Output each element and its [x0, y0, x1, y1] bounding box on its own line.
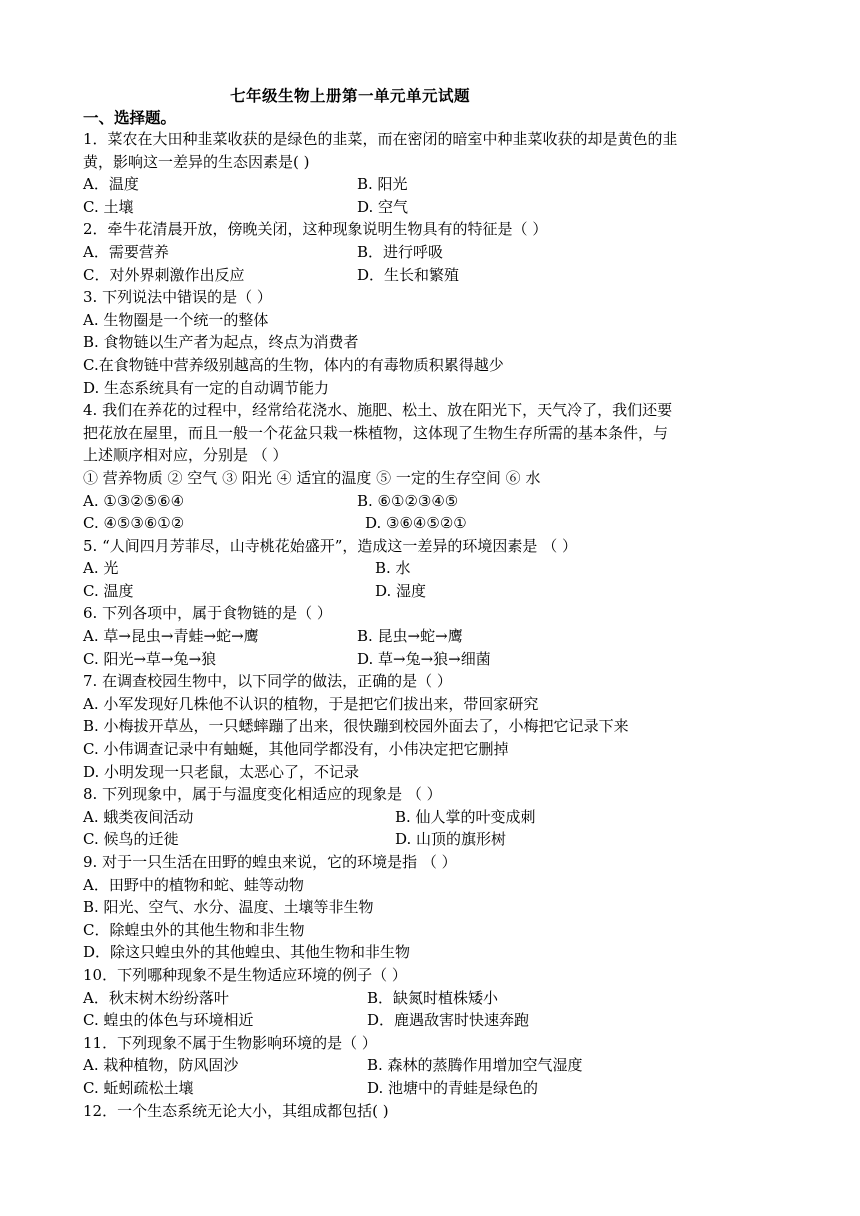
page-title: 七年级生物上册第一单元单元试题 [229, 87, 470, 105]
q9-option-b: B. 阳光、空气、水分、温度、土壤等非生物 [83, 898, 374, 917]
q9-option-a: A．田野中的植物和蛇、蛙等动物 [83, 875, 304, 894]
q2-option-b: B．进行呼吸 [357, 242, 444, 261]
q10-option-c: C. 蝗虫的体色与环境相近 [83, 1011, 254, 1030]
q9-stem: 9. 对于一只生活在田野的蝗虫来说，它的环境是指 （ ） [83, 853, 457, 871]
section-heading: 一、选择题。 [83, 109, 177, 127]
q1-option-a: A．温度 [83, 175, 139, 194]
q9-option-c: C．除蝗虫外的其他生物和非生物 [83, 920, 305, 939]
q7-stem: 7. 在调查校园生物中，以下同学的做法，正确的是（ ） [83, 672, 452, 691]
question-list [83, 128, 783, 1122]
q10-options-row2 [83, 1009, 783, 1032]
q7-option-c: C. 小伟调查记录中有蚰蜒，其他同学都没有，小伟决定把它删掉 [83, 740, 509, 759]
q1-option-b: B. 阳光 [357, 175, 408, 194]
q2-option-c: C．对外界刺激作出反应 [83, 265, 245, 284]
q7-option-d: D. 小明发现一只老鼠，太恶心了，不记录 [83, 762, 360, 781]
q11-option-d: D. 池塘中的青蛙是绿色的 [367, 1078, 539, 1097]
q11-option-b: B. 森林的蒸腾作用增加空气湿度 [367, 1056, 583, 1075]
q8-option-d: D. 山顶的旗形树 [395, 830, 507, 849]
q6-option-a: A. 草→昆虫→青蛙→蛇→鹰 [83, 627, 259, 646]
q6-stem: 6. 下列各项中，属于食物链的是（ ） [83, 604, 332, 623]
q5-option-c: C. 温度 [83, 581, 134, 600]
q3-option-d: D. 生态系统具有一定的自动调节能力 [83, 378, 330, 397]
q6-option-d: D. 草→兔→狼→细菌 [357, 649, 491, 668]
q3-option-b: B. 食物链以生产者为起点，终点为消费者 [83, 333, 359, 352]
q3-stem: 3. 下列说法中错误的是（ ） [83, 288, 272, 307]
q6-options-row2 [83, 648, 783, 671]
q8-options-row1 [83, 806, 783, 829]
q8-options-row2 [83, 828, 783, 851]
q5-stem: 5. “人间四月芳菲尽，山寺桃花始盛开”，造成这一差异的环境因素是 （ ） [83, 536, 577, 555]
q9-option-d: D．除这只蝗虫外的其他蝗虫、其他生物和非生物 [83, 943, 411, 962]
q2-stem: 2．牵牛花清晨开放，傍晚关闭，这种现象说明生物具有的特征是（ ） [83, 220, 548, 239]
q1-stem-line1: 1．菜农在大田种韭菜收获的是绿色的韭菜，而在密闭的暗室中种韭菜收获的却是黄色的韭 [83, 130, 678, 148]
q11-options-row1 [83, 1054, 783, 1077]
q12-stem: 12．一个生态系统无论大小，其组成都包括( ) [83, 1101, 389, 1120]
q11-option-c: C. 蚯蚓疏松土壤 [83, 1078, 194, 1097]
q6-option-b: B. 昆虫→蛇→鹰 [357, 627, 463, 646]
q1-option-c: C. 土壤 [83, 197, 134, 216]
q4-stem-line3: 上述顺序相对应，分别是 （ ） [83, 446, 288, 465]
q11-option-a: A. 栽种植物，防风固沙 [83, 1056, 239, 1075]
q5-option-b: B. 水 [375, 559, 411, 578]
q7-option-a: A. 小军发现好几株他不认识的植物，于是把它们拔出来，带回家研究 [83, 694, 539, 713]
q1-options-row1 [83, 173, 783, 196]
q4-option-d: D. ③⑥④⑤②① [365, 514, 467, 533]
q1-options-row2 [83, 196, 783, 219]
q10-stem: 10．下列哪种现象不是生物适应环境的例子（ ） [83, 965, 407, 984]
q10-option-b: B．缺氮时植株矮小 [367, 988, 499, 1007]
q3-option-c: C.在食物链中营养级别越高的生物，体内的有毒物质积累得越少 [83, 355, 504, 374]
q5-options-row1 [83, 557, 783, 580]
q2-option-d: D．生长和繁殖 [357, 265, 460, 284]
q4-option-a: A. ①③②⑤⑥④ [83, 491, 185, 510]
q6-options-row1 [83, 625, 783, 648]
q4-options-row1 [83, 490, 783, 513]
q8-option-c: C. 候鸟的迁徙 [83, 830, 179, 849]
q8-option-b: B. 仙人掌的叶变成刺 [395, 807, 536, 826]
q4-option-b: B. ⑥①②③④⑤ [357, 491, 459, 510]
q5-option-d: D. 湿度 [375, 581, 427, 600]
q3-option-a: A. 生物圈是一个统一的整体 [83, 310, 269, 329]
q10-options-row1 [83, 987, 783, 1010]
q4-items: ① 营养物质 ② 空气 ③ 阳光 ④ 适宜的温度 ⑤ 一定的生存空间 ⑥ 水 [83, 468, 541, 487]
q8-stem: 8. 下列现象中，属于与温度变化相适应的现象是 （ ） [83, 785, 442, 804]
q8-option-a: A. 蛾类夜间活动 [83, 807, 194, 826]
q11-options-row2 [83, 1077, 783, 1100]
q7-option-b: B. 小梅拔开草丛，一只蟋蟀蹦了出来，很快蹦到校园外面去了，小梅把它记录下来 [83, 717, 629, 736]
q10-option-a: A．秋末树木纷纷落叶 [83, 988, 229, 1007]
q4-options-row2 [83, 512, 783, 535]
q5-options-row2 [83, 580, 783, 603]
q1-option-d: D. 空气 [357, 197, 409, 216]
q5-option-a: A. 光 [83, 559, 119, 578]
q2-options-row1 [83, 241, 783, 264]
q4-stem-line1: 4. 我们在养花的过程中，经常给花浇水、施肥、松土、放在阳光下，天气冷了，我们还要 [83, 401, 673, 420]
q2-option-a: A．需要营养 [83, 242, 169, 261]
q1-stem-line2: 黄，影响这一差异的生态因素是( ) [83, 152, 310, 171]
q2-options-row2 [83, 264, 783, 287]
q10-option-d: D．鹿遇敌害时快速奔跑 [367, 1011, 530, 1030]
q6-option-c: C. 阳光→草→兔→狼 [83, 649, 217, 668]
q11-stem: 11．下列现象不属于生物影响环境的是（ ） [83, 1033, 377, 1052]
q4-stem-line2: 把花放在屋里，而且一般一个花盆只栽一株植物，这体现了生物生存所需的基本条件，与 [83, 423, 669, 442]
q4-option-c: C. ④⑤③⑥①② [83, 514, 185, 533]
